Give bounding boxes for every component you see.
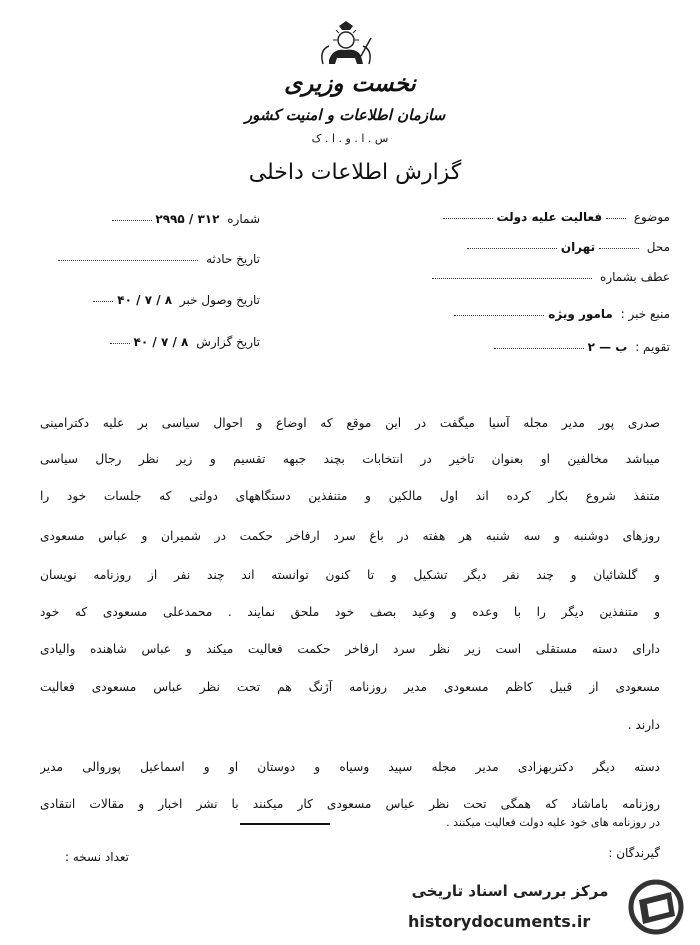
reference-label: عطف بشماره [600,270,670,284]
body-line: دسته دیگر دکتربهزادی مدیر مجله سپید وسیاه و دوستان او و اسماعیل پوروالی مدیر [40,760,660,774]
subject-field [430,210,670,224]
grade-label: تقویم : [635,340,670,354]
report-date-label: تاریخ گزارش [196,335,260,349]
report-date-field [35,335,260,349]
body-line: و گلشائیان و چند نفر دیگر تشکیل و تا کنون توانسته اند چند نفر از روزنامه نویسان [40,568,660,582]
body-line: متنفذ شروع بکار کرده اند اول مالکین و متنفذین دستگاههای دولتی که جلسات خود را [40,489,660,503]
watermark-title: مرکز بررسی اسناد تاریخی [411,882,609,900]
event-date-field [35,252,260,266]
event-date-label: تاریخ حادثه [206,252,260,266]
body-line: روزنامه باماشاد که همگی تحت نظر عباس مسعودی کار میکنند با نشر اخبار و مقالات انتقادی [40,797,660,811]
grade-field [430,340,670,354]
body-line: میباشد مخالفین او بعنوان تاخیر در انتخابات بچند جبهه تقسیم و زیر نظر رجال سیاسی [40,452,660,466]
organization-name: سازمان اطلاعات و امنیت کشور [244,106,446,124]
grade-value: ب — ۲ [587,340,628,354]
watermark-url: historydocuments.ir [408,912,591,931]
received-date-field [35,293,260,307]
organization-code: س . ا . و . ا . ک [311,132,389,145]
report-title: گزارش اطلاعات داخلی [248,160,462,185]
body-line: و متنفذین دیگر را با وعده و وعید بصف خود ملحق نمایند . محمدعلی مسعودی که خود [40,605,660,619]
copies-label: تعداد نسخه : [65,850,130,864]
place-field [430,240,670,254]
body-line: صدری پور مدیر مجله آسیا میگفت در این موقع که اوضاع و احوال سیاسی بر علیه دکترامینی [40,416,660,430]
subject-label: موضوع [633,210,670,224]
body-line: در روزنامه های خود علیه دولت فعالیت میکنند . [446,816,660,829]
source-value: مامور ویژه [548,307,613,321]
place-label: محل [646,240,670,254]
end-line [240,823,330,825]
body-line: مسعودی از قبیل کاظم مسعودی مدیر روزنامه آژنگ هم تحت نظر عباس مسعودی فعالیت [40,680,660,694]
received-date-label: تاریخ وصول خبر [179,293,260,307]
place-value: تهران [560,240,596,254]
received-date-value: ۸ / ۷ / ۴۰ [117,293,173,307]
reference-field [430,270,670,284]
number-value: ۳۱۲ / ۲۹۹۵ [155,212,220,226]
body-line: روزهای دوشنبه و سه شنبه هر هفته در باغ سرد ارفاخر حکمت در شمیران و عباس مسعودی [40,529,660,543]
number-field [35,212,260,226]
number-label: شماره [227,212,260,226]
source-field [430,307,670,321]
report-date-value: ۸ / ۷ / ۴۰ [133,335,189,349]
lion-and-sun-emblem-icon [315,20,377,70]
ministry-title: نخست وزیری [284,70,416,97]
recipients-label: گیرندگان : [608,846,660,860]
body-line: دارای دسته مستقلی است زیر نظر سرد ارفاخر حکمت فعالیت میکند و عباس شاهنده والیادی [40,642,660,656]
body-line: دارند . [627,718,660,732]
archive-logo-icon [625,878,687,936]
source-label: منبع خبر : [620,307,670,321]
subject-value: فعالیت علیه دولت [496,210,603,224]
